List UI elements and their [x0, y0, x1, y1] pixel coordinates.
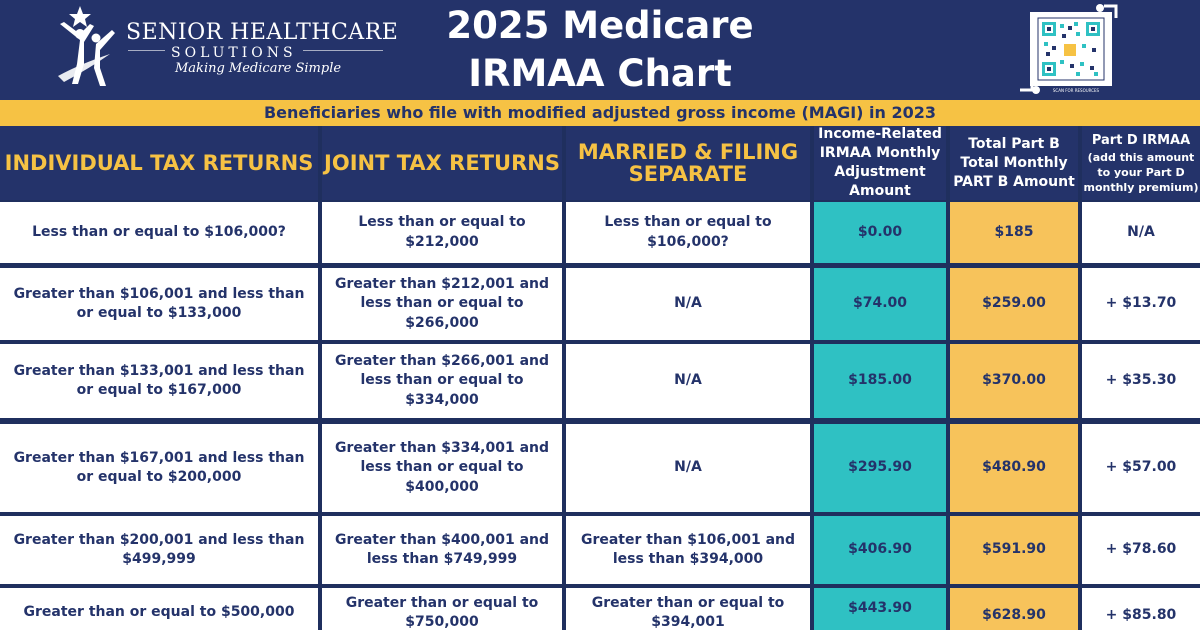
cell-individual: Greater than $106,001 and less than or equal to $133,000: [0, 268, 318, 340]
cell-partb: $591.90: [950, 516, 1078, 584]
qr-caption: SCAN FOR RESOURCES: [1052, 88, 1100, 93]
header-married: MARRIED & FILING SEPARATE: [566, 126, 810, 200]
irmaa-table: [0, 126, 1200, 630]
cell-irmaa: $74.00: [814, 268, 946, 340]
cell-joint: Greater than $212,001 and less than or equal to $266,000: [322, 268, 562, 340]
header: [0, 0, 1200, 100]
header-partd-note: (add this amount to your Part D monthly premium): [1083, 150, 1199, 194]
cell-married: N/A: [566, 424, 810, 512]
cell-married: Greater than $106,001 and less than $394,000: [566, 516, 810, 584]
cell-partb: $259.00: [950, 268, 1078, 340]
cell-partb: $185: [950, 202, 1078, 263]
subtitle: Beneficiaries who file with modified adjusted gross income (MAGI) in 2023: [0, 100, 1200, 126]
cell-joint: Greater than $266,001 and less than or equal to $334,000: [322, 344, 562, 418]
cell-individual: Greater than $200,001 and less than $499,999: [0, 516, 318, 584]
cell-married: N/A: [566, 268, 810, 340]
cell-partd: N/A: [1082, 202, 1200, 263]
cell-married: Less than or equal to $106,000?: [566, 202, 810, 263]
cell-irmaa: $406.90: [814, 516, 946, 584]
header-partd: [1082, 126, 1200, 200]
cell-married: N/A: [566, 344, 810, 418]
cell-irmaa: $295.90: [814, 424, 946, 512]
cell-individual: Greater than or equal to $500,000: [0, 588, 318, 630]
header-individual: INDIVIDUAL TAX RETURNS: [0, 126, 318, 200]
cell-individual: Greater than $133,001 and less than or equal to $167,000: [0, 344, 318, 418]
cell-partd: + $57.00: [1082, 424, 1200, 512]
header-partd-title: Part D IRMAA: [1091, 132, 1191, 148]
cell-partd: + $78.60: [1082, 516, 1200, 584]
cell-individual: Greater than $167,001 and less than or equal to $200,000: [0, 424, 318, 512]
cell-partb: $370.00: [950, 344, 1078, 418]
cell-joint: Greater than or equal to $750,000: [322, 588, 562, 630]
cell-partd: + $85.80: [1082, 588, 1200, 630]
qr-code-icon: [1016, 4, 1126, 100]
star-figures-icon: [50, 4, 130, 94]
brand-logo: [50, 4, 399, 94]
cell-married: Greater than or equal to $394,001: [566, 588, 810, 630]
cell-irmaa: $0.00: [814, 202, 946, 263]
cell-joint: Greater than $400,001 and less than $749,999: [322, 516, 562, 584]
brand-name: SENIOR HEALTHCARE: [126, 20, 399, 45]
cell-individual: Less than or equal to $106,000?: [0, 202, 318, 263]
header-partb: Total Part B Total Monthly PART B Amount: [950, 126, 1078, 200]
brand-tagline: Making Medicare Simple: [175, 61, 342, 76]
cell-irmaa: $185.00: [814, 344, 946, 418]
header-joint: JOINT TAX RETURNS: [322, 126, 562, 200]
header-irmaa: Income-Related IRMAA Monthly Adjustment Amount: [814, 126, 946, 200]
brand-sub: SOLUTIONS: [165, 45, 303, 61]
cell-partb: $628.90: [950, 588, 1078, 630]
qr-code-area[interactable]: [1016, 4, 1126, 100]
cell-partd: + $13.70: [1082, 268, 1200, 340]
page-title: 2025 Medicare IRMAA Chart: [446, 4, 754, 95]
cell-joint: Greater than $334,001 and less than or equal to $400,000: [322, 424, 562, 512]
cell-joint: Less than or equal to $212,000: [322, 202, 562, 263]
cell-partb: $480.90: [950, 424, 1078, 512]
cell-partd: + $35.30: [1082, 344, 1200, 418]
cell-irmaa: $443.90: [814, 588, 946, 630]
